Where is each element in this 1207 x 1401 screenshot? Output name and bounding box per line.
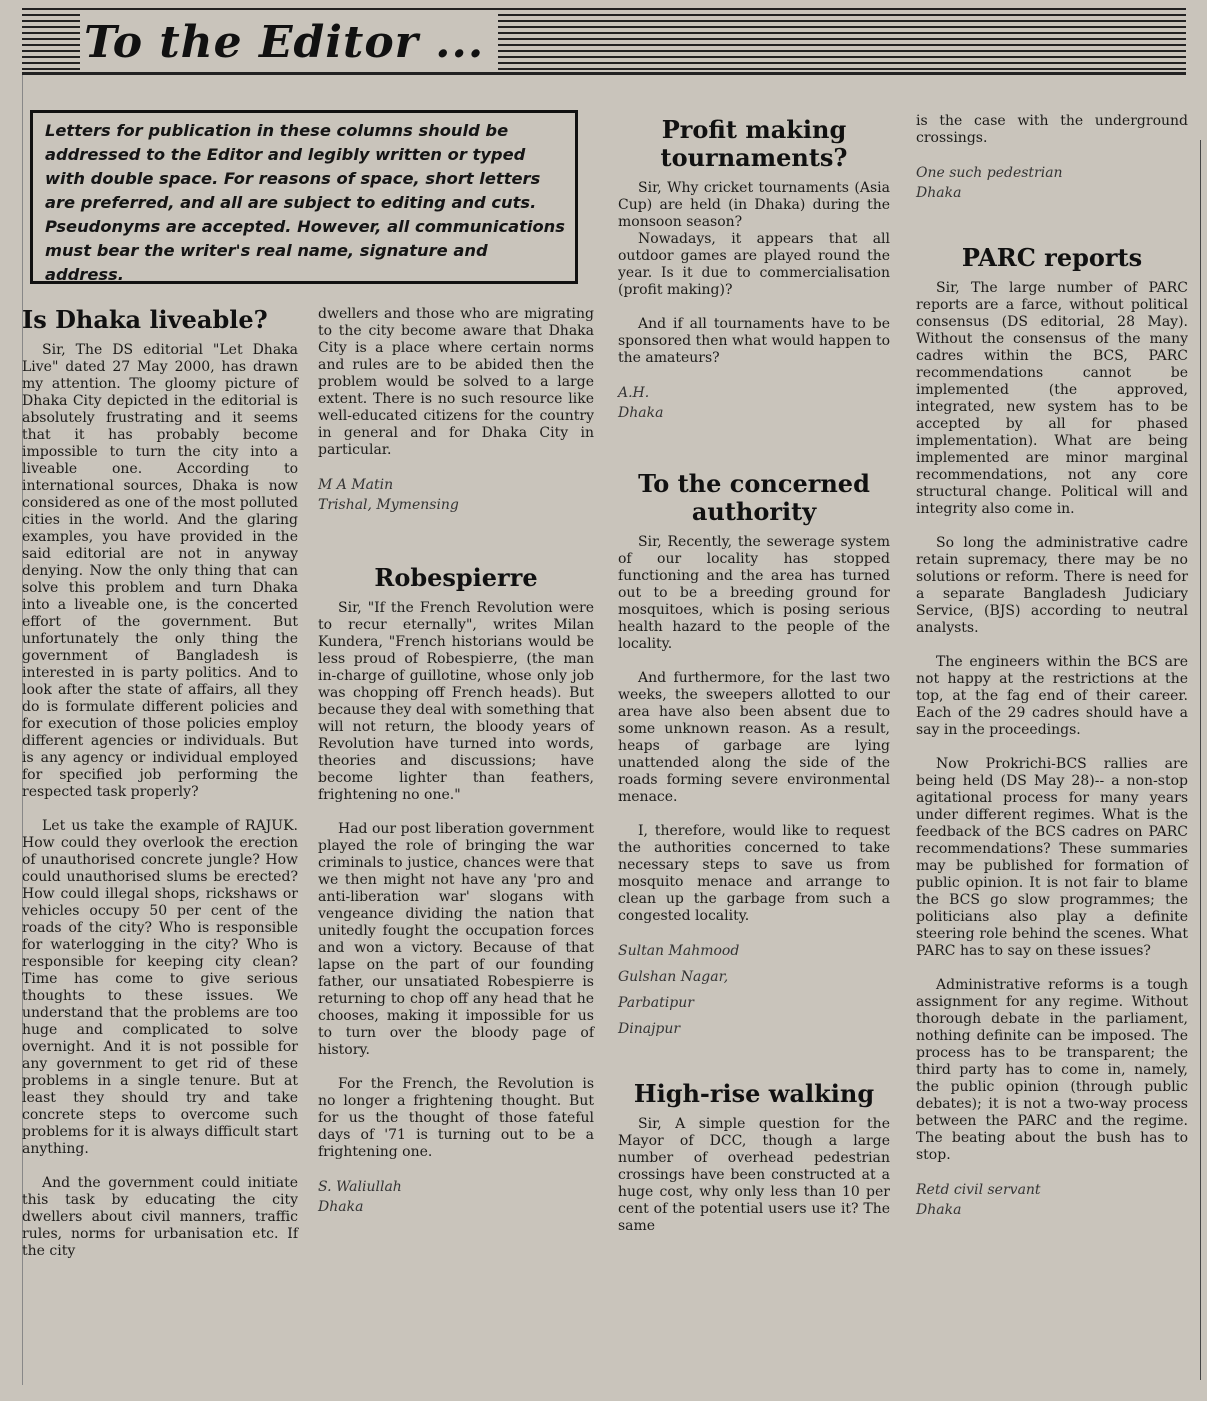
letter-robespierre-signature-place: Dhaka: [318, 1199, 364, 1215]
letter-title-highrise: High-rise walking: [633, 1079, 875, 1108]
letter-concerned-para-3: I, therefore, would like to request the authorities concerned to take necessary steps to save us from mosquito menace and arrange to clean up the garbage from such a congested locality.: [618, 823, 890, 924]
letter-profit-para-2: Nowadays, it appears that all outdoor games are played round the year. Is it due to commercialisation (profit making)?: [618, 231, 890, 298]
column-4: [916, 113, 1188, 1221]
letter-profit-signature-name: A.H.: [618, 385, 650, 401]
letter-concerned-signature-line-4: Dinajpur: [618, 1021, 681, 1037]
letter-concerned-signature-line-2: Gulshan Nagar,: [618, 969, 729, 985]
letter-title-parc: PARC reports: [961, 243, 1143, 272]
letter-profit-para-1: Sir, Why cricket tournaments (Asia Cup) are held (in Dhaka) during the monsoon season?: [618, 180, 890, 230]
letter-robespierre-para-1: Sir, "If the French Revolution were to recur eternally", writes Milan Kundera, "French historians would be less proud of Robespierre, (the man in-charge of guillotine, whose only job was chopping off French heads). But because they deal with something that will not return, the bloody years of Revolution have turned into words, theories and discussions; have become lighter than feathers, frightening no one.": [318, 600, 594, 803]
section-title: To the Editor ...: [80, 14, 498, 72]
letter-highrise-signature-place: Dhaka: [916, 185, 962, 201]
letter-parc-para-2: So long the administrative cadre retain supremacy, there may be no solutions or reform. There is need for a separate Bangladesh Judiciary Service, (BJS) according to neutral analysts.: [916, 535, 1188, 636]
letter-robespierre-para-2: Had our post liberation government played the role of bringing the war criminals to justice, chances were that we then might not have any 'pro and anti-liberation war' slogans with vengeance dividing the nation that unitedly fought the occupation forces and won a victory. Because of that lapse on the part of our founding father, our unsatiated Robespierre is returning to chop off any head that he chooses, making it impossible for us to turn over the bloody page of history.: [318, 821, 594, 1058]
letter-robespierre-para-3: For the French, the Revolution is no longer a frightening thought. But for us the thought of those fateful days of '71 is turning out to be a frightening one.: [318, 1076, 594, 1160]
letter-parc-para-4: Now Prokrichi-BCS rallies are being held (DS May 28)-- a non-stop agitational process for many years under different regimes. What is the feedback of the BCS cadres on PARC recommendations? These summaries may be published for formation of public opinion. It is not fair to blame the BCS go slow programmes; the politicians also play a definite steering role behind the scenes. What PARC has to say on these issues?: [916, 756, 1188, 959]
letter-concerned-signature-name: Sultan Mahmood: [618, 943, 740, 959]
letter-title-dhaka: Is Dhaka liveable?: [22, 305, 268, 334]
letter-title-profit: Profit making tournaments?: [660, 115, 848, 172]
letter-profit-para-3: And if all tournaments have to be sponsored then what would happen to the amateurs?: [618, 316, 890, 366]
masthead: [22, 8, 1186, 75]
letter-dhaka-signature-place: Trishal, Mymensing: [318, 497, 459, 513]
letter-title-robespierre: Robespierre: [374, 563, 538, 592]
letter-concerned-para-2: And furthermore, for the last two weeks, the sweepers allotted to our area have also been absent due to some unknown reason. As a result, heaps of garbage are lying unattended along the side of the roads forming severe environmental menace.: [618, 670, 890, 805]
editorial-notice-box: Letters for publication in these columns should be addressed to the Editor and legibly written or typed with double space. For reasons of space, short letters are preferred, and all are subject to editing and cuts. Pseudonyms are accepted. However, all communications must bear the writer's real name, signature and address.: [30, 110, 578, 284]
letter-dhaka-para-4: dwellers and those who are migrating to the city become aware that Dhaka City is a place where certain norms and rules are to be abided then the problem would be solved to a large extent. There is no such resource like well-educated citizens for the country in general and for Dhaka City in particular.: [318, 306, 594, 458]
letter-parc-signature-place: Dhaka: [916, 1202, 962, 1218]
letter-parc-signature-name: Retd civil servant: [916, 1182, 1041, 1198]
letter-dhaka-para-3: And the government could initiate this task by educating the city dwellers about civil manners, traffic rules, norms for urbanisation etc. If the city: [22, 1175, 298, 1259]
letter-highrise-signature-name: One such pedestrian: [916, 165, 1063, 181]
letter-title-concerned: To the concerned authority: [638, 469, 870, 526]
column-rule-right: [1200, 140, 1201, 1380]
letter-concerned-signature-line-3: Parbatipur: [618, 995, 694, 1011]
column-3: [618, 116, 890, 1252]
letter-highrise-para-1: Sir, A simple question for the Mayor of DCC, though a large number of overhead pedestrian crossings have been constructed at a huge cost, why only less than 10 per cent of the potential users use it? The same: [618, 1116, 890, 1234]
letter-dhaka-para-2: Let us take the example of RAJUK. How could they overlook the erection of unauthorised concrete jungle? How could unauthorised slums be erected? How could illegal shops, rickshaws or vehicles occupy 50 per cent of the roads of the city? Who is responsible for waterlogging in the city? Who is responsible for keeping city clean? Time has come to give serious thoughts to these issues. We understand that the problems are too huge and complicated to solve overnight. And it is not possible for any government to get rid of these problems in a single tenure. But at least they should try and take concrete steps to overcome such problems for it is always difficult start anything.: [22, 818, 298, 1157]
letter-robespierre-signature-name: S. Waliullah: [318, 1179, 402, 1195]
letter-dhaka-para-1: Sir, The DS editorial "Let Dhaka Live" dated 27 May 2000, has drawn my attention. The gloomy picture of Dhaka City depicted in the editorial is absolutely frustrating and it seems that it has probably become impossible to turn the city into a liveable one. According to international sources, Dhaka is now considered as one of the most polluted cities in the world. And the glaring examples, you have provided in the said editorial are not in anyway denying. Now the only thing that can solve this problem and turn Dhaka into a liveable one, is the concerted effort of the government. But unfortunately the only thing the government of Bangladesh is interested in is party politics. And to look after the state of affairs, all they do is formulate different policies and for execution of those policies employ different agencies or individuals. But is any agency or individual employed for specified job performing the respected task properly?: [22, 342, 298, 800]
letter-dhaka-signature-name: M A Matin: [318, 477, 394, 493]
letter-highrise-para-2: is the case with the underground crossings.: [916, 113, 1188, 146]
letter-parc-para-3: The engineers within the BCS are not happy at the restrictions at the top, at the fag end of their career. Each of the 29 cadres should have a say in the proceedings.: [916, 654, 1188, 738]
column-1: [22, 306, 298, 1277]
letter-parc-para-1: Sir, The large number of PARC reports are a farce, without political consensus (DS editorial, 28 May). Without the consensus of the many cadres within the BCS, PARC recommendations cannot be implemented (the approved, integrated, new system has to be accepted by all for phased implementation). What are being implemented are minor marginal recommendations, not any core structural change. Political will and integrity also come in.: [916, 280, 1188, 517]
column-2: [318, 306, 594, 1218]
letter-profit-signature-place: Dhaka: [618, 405, 664, 421]
letter-parc-para-5: Administrative reforms is a tough assignment for any regime. Without thorough debate in the parliament, nothing definite can be imposed. The process has to be transparent; the third party has to come in, namely, the public opinion (through public debates); it is not a two-way process between the PARC and the regime. The beating about the bush has to stop.: [916, 977, 1188, 1163]
letter-concerned-para-1: Sir, Recently, the sewerage system of our locality has stopped functioning and the area has turned out to be a breeding ground for mosquitoes, which is posing serious health hazard to the people of the locality.: [618, 534, 890, 652]
